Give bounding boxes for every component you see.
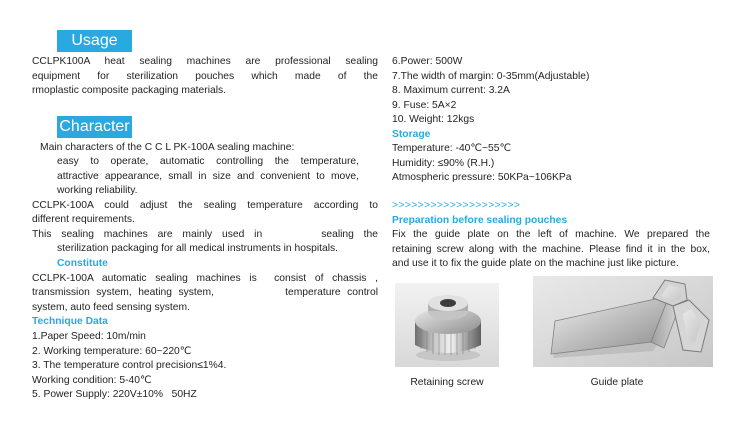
- section-divider: >>>>>>>>>>>>>>>>>>>>: [392, 200, 521, 211]
- character-intro: Main characters of the C C L PK-100A sealing machine:: [40, 142, 295, 153]
- character-line-2: attractive appearance, small in size and convenient to move,: [57, 171, 359, 182]
- spec-line-10: 10. Weight: 12kgs: [392, 114, 475, 125]
- usage-line-3: rmoplastic composite packaging materials.: [32, 85, 227, 96]
- spec-line-6: 6.Power: 500W: [392, 56, 463, 67]
- guide-plate-photo: [533, 276, 713, 367]
- character-line-1: easy to operate, automatic controlling the temperature,: [57, 156, 359, 167]
- preparation-heading: Preparation before sealing pouches: [392, 215, 568, 226]
- guide-plate-caption: Guide plate: [590, 377, 644, 388]
- constitute-line-1: CCLPK-100A automatic sealing machines is consist of chassis ,: [32, 273, 378, 284]
- constitute-line-2: transmission system, heating system, temperature control: [32, 287, 378, 298]
- retaining-screw-caption: Retaining screw: [410, 377, 484, 388]
- storage-heading: Storage: [392, 129, 431, 140]
- usage-line-2: equipment for sterilization pouches which made of the: [32, 71, 378, 82]
- preparation-line-2: retaining screw along with the machine. Please find it in the box,: [392, 244, 710, 255]
- constitute-heading: Constitute: [57, 258, 108, 269]
- preparation-line-3: and use it to fix the guide plate on the machine just like picture.: [392, 258, 679, 269]
- constitute-line-3: system, auto feed sensing system.: [32, 302, 190, 313]
- character-heading: Character: [57, 116, 132, 138]
- spec-line-7: 7.The width of margin: 0-35mm(Adjustable): [392, 71, 590, 82]
- character-line-4: CCLPK-100A could adjust the sealing temperature according to: [32, 200, 378, 211]
- character-line-7: sterilization packaging for all medical instruments in hospitals.: [57, 243, 339, 254]
- storage-humidity: Humidity: ≤90% (R.H.): [392, 158, 495, 169]
- technique-line-5: 5. Power Supply: 220V±10% 50HZ: [32, 389, 197, 400]
- storage-temperature: Temperature: -40℃~55℃: [392, 143, 512, 154]
- storage-pressure: Atmospheric pressure: 50KPa~106KPa: [392, 172, 572, 183]
- technique-line-4: Working condition: 5-40℃: [32, 375, 152, 386]
- usage-line-1: CCLPK100A heat sealing machines are professional sealing: [32, 56, 378, 67]
- character-line-5: different requirements.: [32, 214, 135, 225]
- character-line-6: This sealing machines are mainly used in sealing the: [32, 229, 378, 240]
- spec-line-9: 9. Fuse: 5A×2: [392, 100, 457, 111]
- technique-heading: Technique Data: [32, 316, 108, 327]
- preparation-line-1: Fix the guide plate on the left of machine. We prepared the: [392, 229, 710, 240]
- usage-heading: Usage: [57, 30, 132, 52]
- character-line-3: working reliability.: [57, 185, 138, 196]
- technique-line-2: 2. Working temperature: 60~220℃: [32, 346, 192, 357]
- technique-line-1: 1.Paper Speed: 10m/min: [32, 331, 146, 342]
- technique-line-3: 3. The temperature control precision≤1%4.: [32, 360, 227, 371]
- retaining-screw-photo: [395, 283, 499, 367]
- spec-line-8: 8. Maximum current: 3.2A: [392, 85, 510, 96]
